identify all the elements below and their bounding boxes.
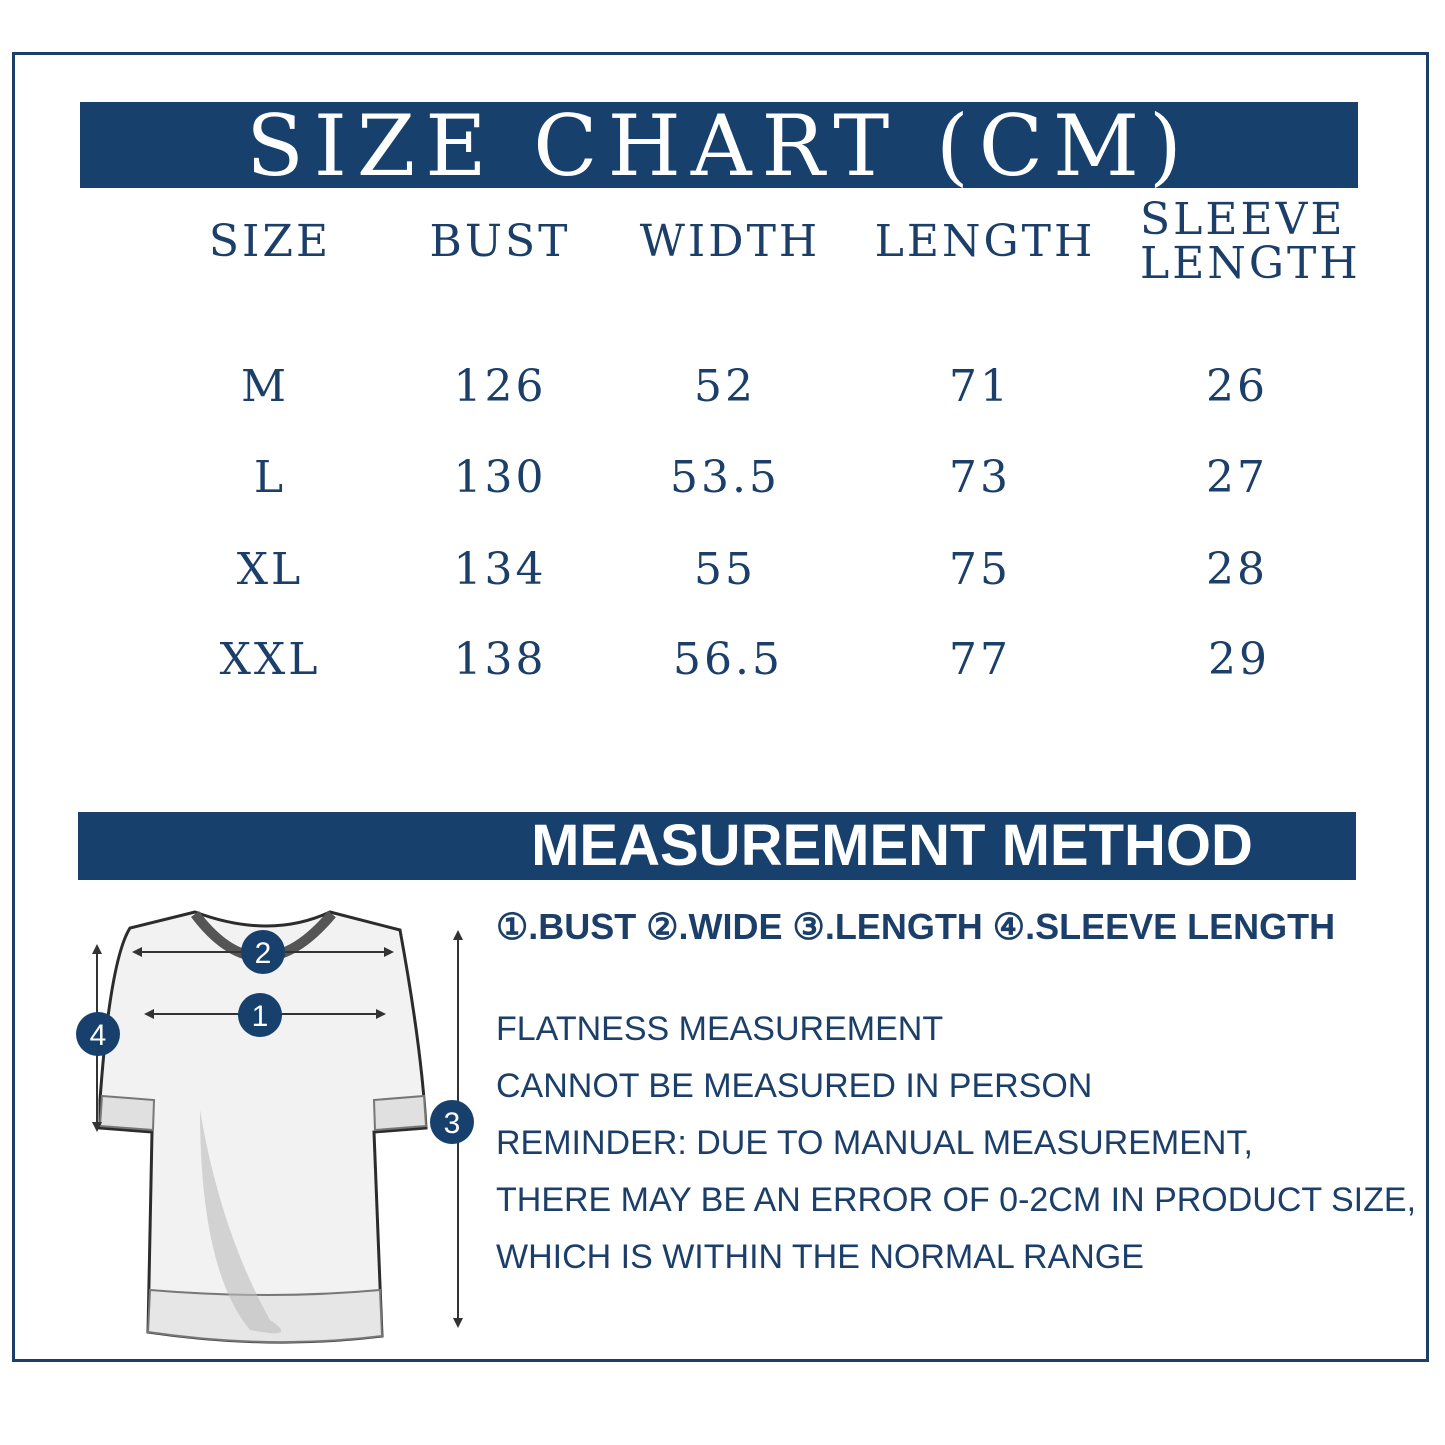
- cell-sleeve-length: 27: [1206, 452, 1268, 503]
- method-banner: [78, 812, 1356, 880]
- cell-sleeve-length: 29: [1208, 634, 1270, 685]
- header-width: WIDTH: [639, 216, 821, 267]
- cell-bust: 134: [453, 544, 547, 595]
- cell-width: 55: [694, 544, 756, 595]
- arrow-head: [453, 1318, 463, 1328]
- cell-sleeve-length: 26: [1206, 361, 1268, 412]
- cell-bust: 138: [453, 634, 547, 685]
- cell-length: 77: [949, 634, 1011, 685]
- note-line: CANNOT BE MEASURED IN PERSON: [496, 1067, 1093, 1105]
- measurement-legend: ①.BUST ②.WIDE ③.LENGTH ④.SLEEVE LENGTH: [496, 906, 1336, 947]
- marker-2: [241, 930, 285, 974]
- header-sleeve-length: SLEEVE LENGTH: [1140, 194, 1361, 289]
- cell-length: 71: [949, 361, 1011, 412]
- marker-2-label: 2: [254, 937, 272, 970]
- header-length: LENGTH: [874, 216, 1096, 267]
- header-bust: BUST: [429, 216, 571, 267]
- tshirt-diagram: [70, 900, 490, 1360]
- cell-size: XL: [236, 544, 304, 595]
- cell-width: 53.5: [670, 452, 780, 503]
- cell-sleeve-length: 28: [1206, 544, 1268, 595]
- right-cuff: [374, 1096, 426, 1130]
- cell-width: 52: [694, 361, 756, 412]
- marker-3-label: 3: [443, 1107, 461, 1140]
- cell-length: 75: [949, 544, 1011, 595]
- marker-3: [430, 1100, 474, 1144]
- cell-size: XXL: [219, 634, 321, 685]
- title-banner: [80, 97, 1358, 195]
- cell-size: L: [253, 452, 287, 503]
- arrow-head: [453, 930, 463, 940]
- cell-bust: 130: [453, 452, 547, 503]
- left-cuff: [100, 1096, 154, 1130]
- method-title: MEASUREMENT METHOD: [531, 813, 1253, 878]
- note-line: FLATNESS MEASUREMENT: [496, 1010, 944, 1048]
- note-line: REMINDER: DUE TO MANUAL MEASUREMENT,: [496, 1124, 1253, 1162]
- header-size: SIZE: [208, 216, 332, 267]
- page-title: SIZE CHART (CM): [246, 97, 1192, 195]
- cell-size: M: [240, 361, 290, 412]
- arrow-head: [92, 944, 102, 954]
- marker-1-label: 1: [251, 1000, 269, 1033]
- note-line: WHICH IS WITHIN THE NORMAL RANGE: [496, 1238, 1144, 1276]
- note-line: THERE MAY BE AN ERROR OF 0-2CM IN PRODUCT SIZE,: [496, 1181, 1417, 1219]
- marker-4: [76, 1012, 120, 1056]
- marker-1: [238, 993, 282, 1037]
- cell-width: 56.5: [673, 634, 783, 685]
- marker-4-label: 4: [89, 1019, 107, 1052]
- cell-bust: 126: [453, 361, 547, 412]
- cell-length: 73: [949, 452, 1011, 503]
